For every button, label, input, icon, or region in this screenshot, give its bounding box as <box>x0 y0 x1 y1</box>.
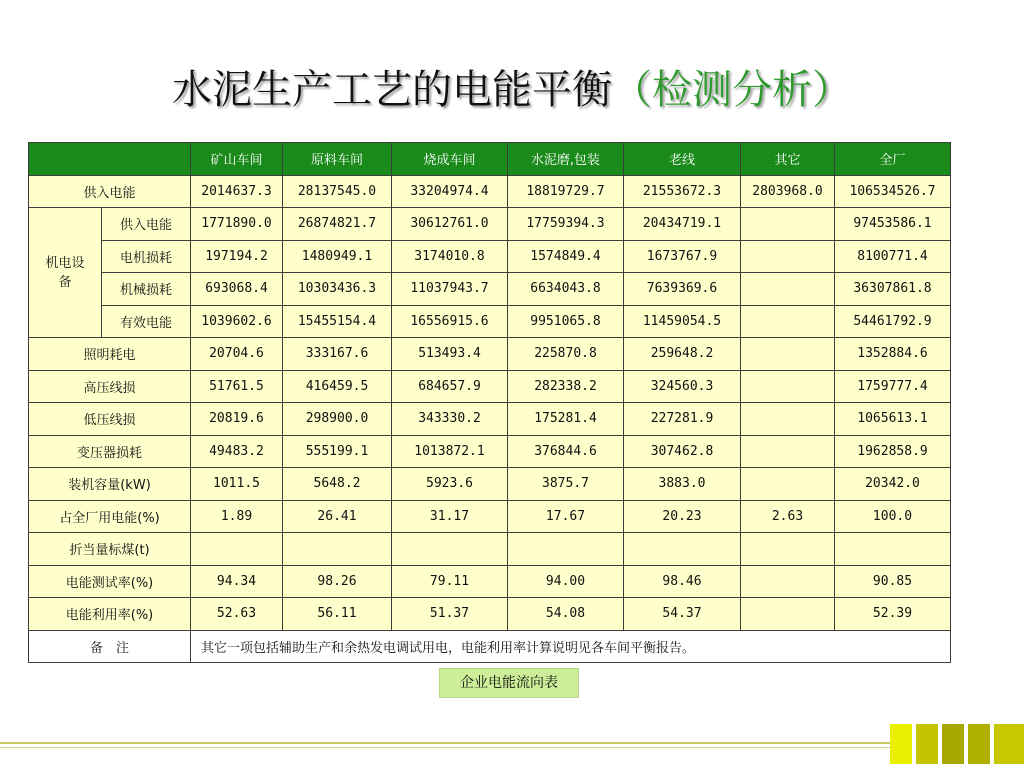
table-row <box>29 435 951 468</box>
table-cell: 26874821.7 <box>283 208 392 241</box>
table-cell <box>283 533 392 566</box>
table-row <box>29 175 951 208</box>
table-cell <box>741 240 835 273</box>
table-cell: 9951065.8 <box>508 305 624 338</box>
table-cell: 28137545.0 <box>283 175 392 208</box>
page-title <box>0 58 1024 115</box>
row-label: 装机容量(kW) <box>29 468 191 501</box>
table-cell: 513493.4 <box>392 338 508 371</box>
table-row <box>29 273 951 306</box>
table-cell: 30612761.0 <box>392 208 508 241</box>
table-cell <box>741 403 835 436</box>
table-cell: 197194.2 <box>191 240 283 273</box>
row-label: 供入电能 <box>102 208 191 241</box>
table-cell: 51761.5 <box>191 370 283 403</box>
header-corner <box>29 143 191 176</box>
energy-balance-table <box>28 142 951 663</box>
table-cell: 56.11 <box>283 598 392 631</box>
table-cell: 227281.9 <box>624 403 741 436</box>
table-cell: 259648.2 <box>624 338 741 371</box>
table-cell: 54.37 <box>624 598 741 631</box>
table-cell: 54.08 <box>508 598 624 631</box>
table-cell: 376844.6 <box>508 435 624 468</box>
table-cell: 20819.6 <box>191 403 283 436</box>
table-cell: 33204974.4 <box>392 175 508 208</box>
row-label: 占全厂用电能(%) <box>29 500 191 533</box>
table-cell: 1771890.0 <box>191 208 283 241</box>
header-cell: 原料车间 <box>283 143 392 176</box>
table-cell: 416459.5 <box>283 370 392 403</box>
note-label: 备 注 <box>29 630 191 663</box>
table-cell <box>392 533 508 566</box>
table-cell: 298900.0 <box>283 403 392 436</box>
table-row <box>29 533 951 566</box>
table-cell <box>191 533 283 566</box>
row-label: 折当量标煤(t) <box>29 533 191 566</box>
header-cell: 其它 <box>741 143 835 176</box>
title-main: 水泥生产工艺的电能平衡 <box>172 67 612 113</box>
table-cell: 5648.2 <box>283 468 392 501</box>
table-cell: 1574849.4 <box>508 240 624 273</box>
table-cell <box>741 273 835 306</box>
table-cell: 52.39 <box>835 598 951 631</box>
table-cell: 1352884.6 <box>835 338 951 371</box>
table-cell: 21553672.3 <box>624 175 741 208</box>
table-cell: 225870.8 <box>508 338 624 371</box>
table-cell: 10303436.3 <box>283 273 392 306</box>
deco-block <box>890 724 912 764</box>
row-label: 电能测试率(%) <box>29 565 191 598</box>
table-cell: 26.41 <box>283 500 392 533</box>
table-cell: 20.23 <box>624 500 741 533</box>
table-row <box>29 403 951 436</box>
table-cell: 684657.9 <box>392 370 508 403</box>
table-cell: 1759777.4 <box>835 370 951 403</box>
table-row <box>29 240 951 273</box>
table-cell: 97453586.1 <box>835 208 951 241</box>
table-cell: 17759394.3 <box>508 208 624 241</box>
header-cell: 全厂 <box>835 143 951 176</box>
table-cell: 693068.4 <box>191 273 283 306</box>
row-label: 低压线损 <box>29 403 191 436</box>
table-cell: 2.63 <box>741 500 835 533</box>
table-cell: 1962858.9 <box>835 435 951 468</box>
row-label: 照明耗电 <box>29 338 191 371</box>
table-row <box>29 500 951 533</box>
table-cell: 8100771.4 <box>835 240 951 273</box>
footer-rule <box>0 742 890 744</box>
table-cell: 51.37 <box>392 598 508 631</box>
table-cell: 324560.3 <box>624 370 741 403</box>
table-cell: 54461792.9 <box>835 305 951 338</box>
table-cell <box>835 533 951 566</box>
table-cell: 106534526.7 <box>835 175 951 208</box>
table-cell <box>741 598 835 631</box>
table-cell <box>741 208 835 241</box>
table-cell: 175281.4 <box>508 403 624 436</box>
table-cell <box>741 305 835 338</box>
table-cell: 5923.6 <box>392 468 508 501</box>
deco-block <box>916 724 938 764</box>
table-cell: 282338.2 <box>508 370 624 403</box>
table-cell: 1011.5 <box>191 468 283 501</box>
table-cell: 1039602.6 <box>191 305 283 338</box>
table-cell: 94.00 <box>508 565 624 598</box>
table-cell: 20342.0 <box>835 468 951 501</box>
table-cell: 16556915.6 <box>392 305 508 338</box>
table-cell: 11459054.5 <box>624 305 741 338</box>
row-label: 变压器损耗 <box>29 435 191 468</box>
table-cell: 343330.2 <box>392 403 508 436</box>
table-row <box>29 468 951 501</box>
table-cell: 100.0 <box>835 500 951 533</box>
table-cell: 1480949.1 <box>283 240 392 273</box>
table-cell: 17.67 <box>508 500 624 533</box>
title-paren: （检测分析） <box>612 67 852 113</box>
table-cell: 333167.6 <box>283 338 392 371</box>
table-cell <box>741 435 835 468</box>
row-label: 电机损耗 <box>102 240 191 273</box>
table-cell: 36307861.8 <box>835 273 951 306</box>
row-label: 机械损耗 <box>102 273 191 306</box>
table-cell: 2803968.0 <box>741 175 835 208</box>
table-row <box>29 338 951 371</box>
row-label: 电能利用率(%) <box>29 598 191 631</box>
group-label <box>29 208 102 338</box>
table-cell <box>508 533 624 566</box>
table-cell: 555199.1 <box>283 435 392 468</box>
table-row <box>29 598 951 631</box>
table-caption: 企业电能流向表 <box>439 668 579 698</box>
header-cell: 水泥磨,包装 <box>508 143 624 176</box>
table-cell <box>624 533 741 566</box>
table-cell: 307462.8 <box>624 435 741 468</box>
table-cell <box>741 338 835 371</box>
row-label: 高压线损 <box>29 370 191 403</box>
footer-rule-thin <box>0 747 890 748</box>
table-cell: 3875.7 <box>508 468 624 501</box>
group-label-text: 机电设备 <box>45 255 85 290</box>
header-cell: 烧成车间 <box>392 143 508 176</box>
table-cell: 18819729.7 <box>508 175 624 208</box>
table-cell: 1013872.1 <box>392 435 508 468</box>
table-cell: 11037943.7 <box>392 273 508 306</box>
table-cell: 98.46 <box>624 565 741 598</box>
header-cell: 矿山车间 <box>191 143 283 176</box>
table-cell <box>741 370 835 403</box>
table-cell: 3174010.8 <box>392 240 508 273</box>
deco-block <box>942 724 964 764</box>
table-row <box>29 208 951 241</box>
table-cell: 6634043.8 <box>508 273 624 306</box>
table-cell <box>741 533 835 566</box>
table-cell: 7639369.6 <box>624 273 741 306</box>
table-cell: 1673767.9 <box>624 240 741 273</box>
table-cell <box>741 468 835 501</box>
deco-block <box>994 724 1024 764</box>
deco-block <box>968 724 990 764</box>
note-row <box>29 630 951 663</box>
table-cell: 49483.2 <box>191 435 283 468</box>
row-label: 有效电能 <box>102 305 191 338</box>
table-cell <box>741 565 835 598</box>
table-row <box>29 565 951 598</box>
table-cell: 79.11 <box>392 565 508 598</box>
table-cell: 20434719.1 <box>624 208 741 241</box>
header-cell: 老线 <box>624 143 741 176</box>
header-row <box>29 143 951 176</box>
table-cell: 1065613.1 <box>835 403 951 436</box>
row-label: 供入电能 <box>29 175 191 208</box>
table-cell: 98.26 <box>283 565 392 598</box>
table-row <box>29 305 951 338</box>
table-cell: 15455154.4 <box>283 305 392 338</box>
note-text: 其它一项包括辅助生产和余热发电调试用电，电能利用率计算说明见各车间平衡报告。 <box>191 630 951 663</box>
table-cell: 90.85 <box>835 565 951 598</box>
table-row <box>29 370 951 403</box>
table-cell: 20704.6 <box>191 338 283 371</box>
table-cell: 3883.0 <box>624 468 741 501</box>
table-cell: 52.63 <box>191 598 283 631</box>
table-cell: 2014637.3 <box>191 175 283 208</box>
table-cell: 1.89 <box>191 500 283 533</box>
table-cell: 94.34 <box>191 565 283 598</box>
table-cell: 31.17 <box>392 500 508 533</box>
